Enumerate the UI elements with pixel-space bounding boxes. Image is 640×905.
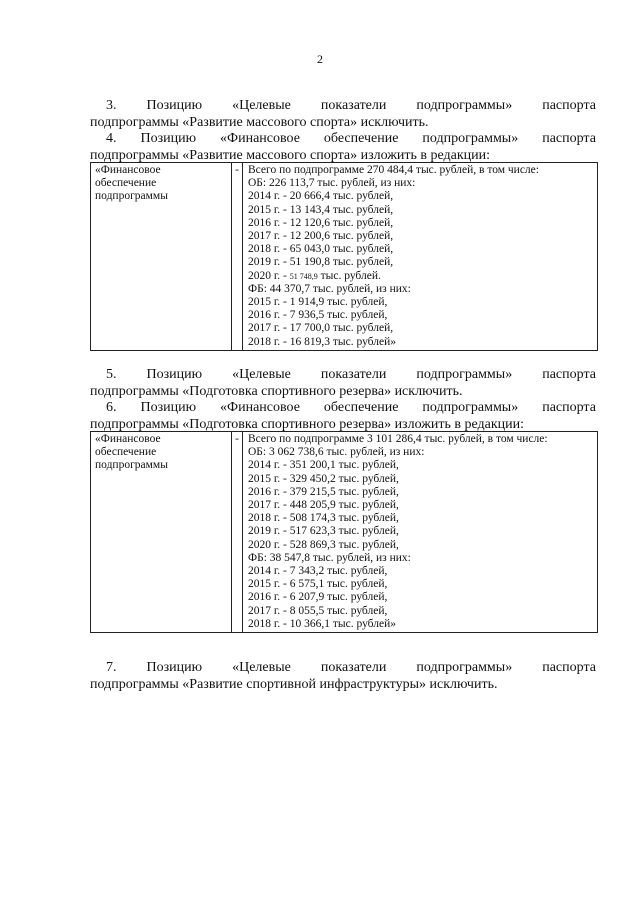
paragraph-6: 6. Позицию «Финансовое обеспечение подпрограммы» паспорта подпрограммы «Подготовка спортивного резерва» изложить в редакции: bbox=[90, 400, 596, 432]
table-values-cell: Всего по подпрограмме 270 484,4 тыс. рублей, в том числе: ОБ: 226 113,7 тыс. рублей, из них: 2014 г. - 20 666,4 тыс. рублей, 2015 г. - 13 143,4 тыс. рублей, 2016 г. - 12 120,6 тыс. рублей, 2017 г. - 12 200,6 тыс. рублей, 2018 г. - 65 043,0 тыс. рублей, 2019 г. - 51 190,8 тыс. рублей, 2020 г. - 51 748,9 тыс. рублей. ФБ: 44 370,7 тыс. рублей, из них: 2015 г. - 1 914,9 тыс. рублей, 2016 г. - 7 936,5 тыс. рублей, 2017 г. - 17 700,0 тыс. рублей, 2018 г. - 16 819,3 тыс. рублей» bbox=[243, 163, 598, 351]
table-label-cell: «Финансовое обеспечение подпрограммы bbox=[91, 432, 232, 633]
paragraph-5: 5. Позицию «Целевые показатели подпрограммы» паспорта подпрограммы «Подготовка спортивного резерва» исключить. bbox=[90, 367, 596, 399]
financing-table-mass-sport bbox=[90, 162, 598, 351]
item-number: 4. bbox=[106, 131, 117, 146]
table-dash-cell: - bbox=[232, 163, 243, 351]
table-dash-cell: - bbox=[232, 432, 243, 633]
paragraph-7: 7. Позицию «Целевые показатели подпрограммы» паспорта подпрограммы «Развитие спортивной инфраструктуры» исключить. bbox=[90, 660, 596, 692]
page-number: 2 bbox=[317, 52, 323, 66]
financing-table-sport-reserve bbox=[90, 431, 598, 633]
paragraph-3: 3. Позицию «Целевые показатели подпрограммы» паспорта подпрограммы «Развитие массового спорта» исключить. bbox=[90, 98, 596, 130]
table-label-cell: «Финансовое обеспечение подпрограммы bbox=[91, 163, 232, 351]
item-number: 7. bbox=[106, 660, 117, 675]
item-number: 3. bbox=[106, 98, 117, 113]
item-number: 5. bbox=[106, 367, 117, 382]
item-number: 6. bbox=[106, 400, 117, 415]
table-values-cell: Всего по подпрограмме 3 101 286,4 тыс. рублей, в том числе: ОБ: 3 062 738,6 тыс. рублей, из них: 2014 г. - 351 200,1 тыс. рублей, 2015 г. - 329 450,2 тыс. рублей, 2016 г. - 379 215,5 тыс. рублей, 2017 г. - 448 205,9 тыс. рублей, 2018 г. - 508 174,3 тыс. рублей, 2019 г. - 517 623,3 тыс. рублей, 2020 г. - 528 869,3 тыс. рублей, ФБ: 38 547,8 тыс. рублей, из них: 2014 г. - 7 343,2 тыс. рублей, 2015 г. - 6 575,1 тыс. рублей, 2016 г. - 6 207,9 тыс. рублей, 2017 г. - 8 055,5 тыс. рублей, 2018 г. - 10 366,1 тыс. рублей» bbox=[243, 432, 598, 633]
paragraph-4: 4. Позицию «Финансовое обеспечение подпрограммы» паспорта подпрограммы «Развитие массового спорта» изложить в редакции: bbox=[90, 131, 596, 163]
line-2020: 2020 г. - 51 748,9 тыс. рублей. bbox=[248, 269, 381, 282]
